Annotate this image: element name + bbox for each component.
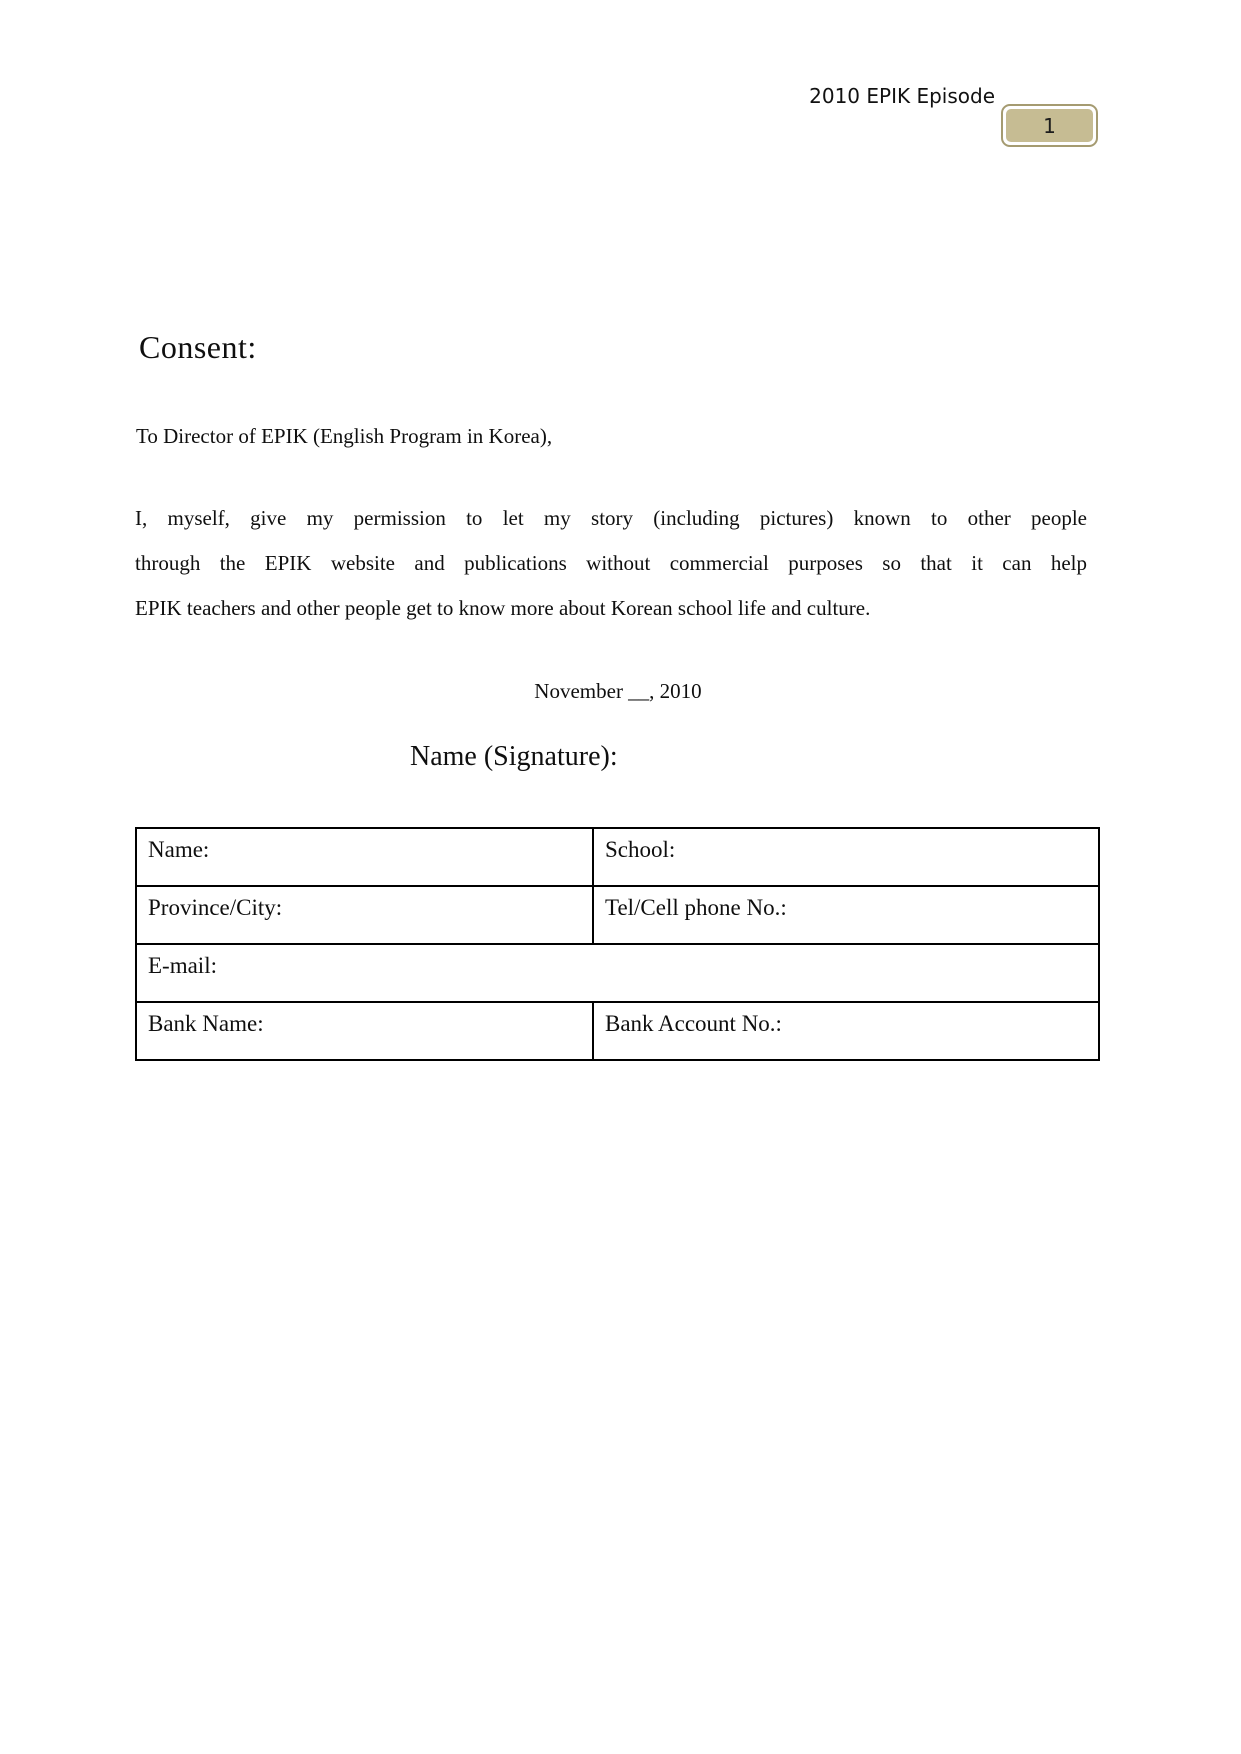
table-row	[136, 886, 1099, 944]
cell-bank-name: Bank Name:	[136, 1002, 593, 1060]
contact-info-table	[135, 827, 1100, 1061]
cell-school: School:	[593, 828, 1099, 886]
table-row	[136, 1002, 1099, 1060]
cell-tel-phone: Tel/Cell phone No.:	[593, 886, 1099, 944]
paragraph-line: through the EPIK website and publications without commercial purposes so that it can help	[135, 551, 1087, 575]
cell-province-city: Province/City:	[136, 886, 593, 944]
cell-bank-account: Bank Account No.:	[593, 1002, 1099, 1060]
cell-email: E-mail:	[136, 944, 1099, 1002]
consent-heading: Consent:	[139, 329, 257, 365]
paragraph-line: I, myself, give my permission to let my story (including pictures) known to other people	[135, 506, 1087, 530]
date-line: November __, 2010	[534, 679, 702, 703]
consent-paragraph	[135, 496, 1087, 631]
header-title: 2010 EPIK Episode	[809, 84, 995, 108]
signature-label: Name (Signature):	[410, 741, 618, 772]
page-number: 1	[1006, 109, 1093, 142]
cell-name: Name:	[136, 828, 593, 886]
table-row	[136, 828, 1099, 886]
table-row	[136, 944, 1099, 1002]
paragraph-line: EPIK teachers and other people get to know more about Korean school life and culture.	[135, 596, 871, 620]
salutation-line: To Director of EPIK (English Program in Korea),	[136, 424, 553, 448]
page-number-badge	[1001, 104, 1098, 147]
